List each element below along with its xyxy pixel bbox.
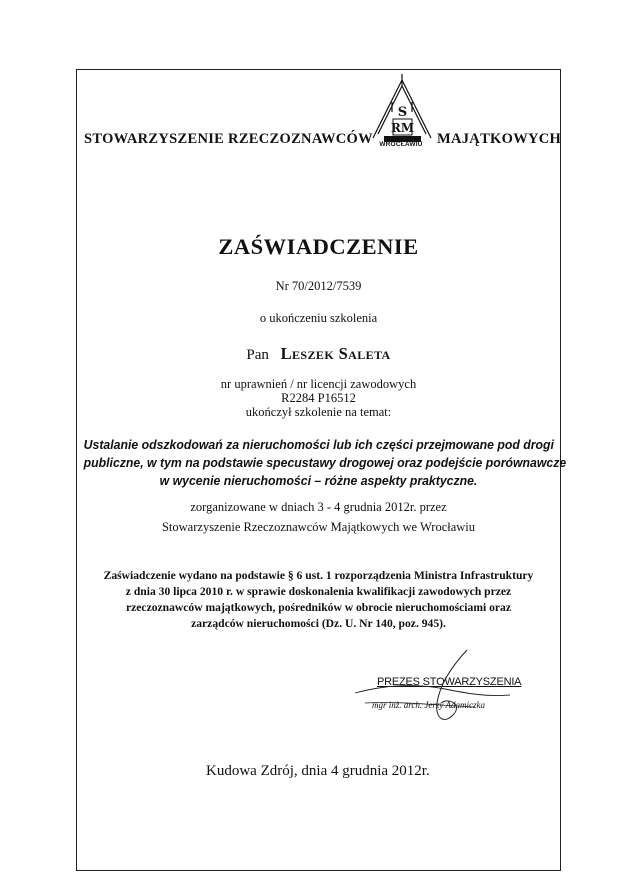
place-date: Kudowa Zdrój, dnia 4 grudnia 2012r.: [206, 763, 430, 779]
certificate-title: ZAŚWIADCZENIE: [218, 234, 419, 259]
signature-name: mgr inż. arch. Jerzy Adamiczka: [372, 700, 485, 710]
license-label: nr uprawnień / nr licencji zawodowych: [220, 377, 417, 391]
legal-line: z dnia 30 lipca 2010 r. w sprawie doskonalenia kwalifikacji zawodowych przez: [125, 585, 512, 598]
completed-text: ukończył szkolenie na temat:: [245, 405, 392, 419]
svg-text:RM: RM: [390, 121, 415, 135]
certificate-number: Nr 70/2012/7539: [275, 279, 362, 293]
legal-line: rzeczoznawców majątkowych, pośredników w obrocie nieruchomościami oraz: [125, 601, 511, 614]
topic-line: publiczne, w tym na podstawie specustawy drogowej oraz podejście porównawcze: [83, 455, 567, 470]
logo-city: WROCŁAWIU: [379, 141, 423, 148]
topic-line: w wycenie nieruchomości – różne aspekty praktyczne.: [159, 473, 478, 488]
org-name-left: STOWARZYSZENIE RZECZOZNAWCÓW: [84, 131, 373, 147]
legal-basis: [76, 568, 561, 632]
certificate-subtitle: o ukończeniu szkolenia: [259, 311, 378, 325]
training-topic: [83, 436, 567, 490]
organizer-name: Stowarzyszenie Rzeczoznawców Majątkowych we Wrocławiu: [161, 520, 476, 534]
organized-line: zorganizowane w dniach 3 - 4 grudnia 2012r. przez: [190, 500, 447, 514]
org-name-right: MAJĄTKOWYCH: [437, 131, 562, 147]
recipient-line: [76, 344, 561, 364]
logo-letters: S: [397, 105, 408, 120]
topic-line: Ustalanie odszkodowań za nieruchomości lub ich części przejmowane pod drogi: [83, 437, 554, 452]
license-numbers: R2284 P16512: [281, 391, 356, 405]
legal-line: Zaświadczenie wydano na podstawie § 6 ust. 1 rozporządzenia Ministra Infrastruktury: [103, 569, 534, 582]
signature-title: PREZES STOWARZYSZENIA: [377, 676, 522, 688]
legal-line: zarządców nieruchomości (Dz. U. Nr 140, poz. 945).: [191, 617, 446, 630]
recipient-name: Leszek Saleta: [280, 344, 391, 363]
salutation: Pan: [246, 347, 269, 363]
handwritten-signature: [345, 645, 515, 740]
